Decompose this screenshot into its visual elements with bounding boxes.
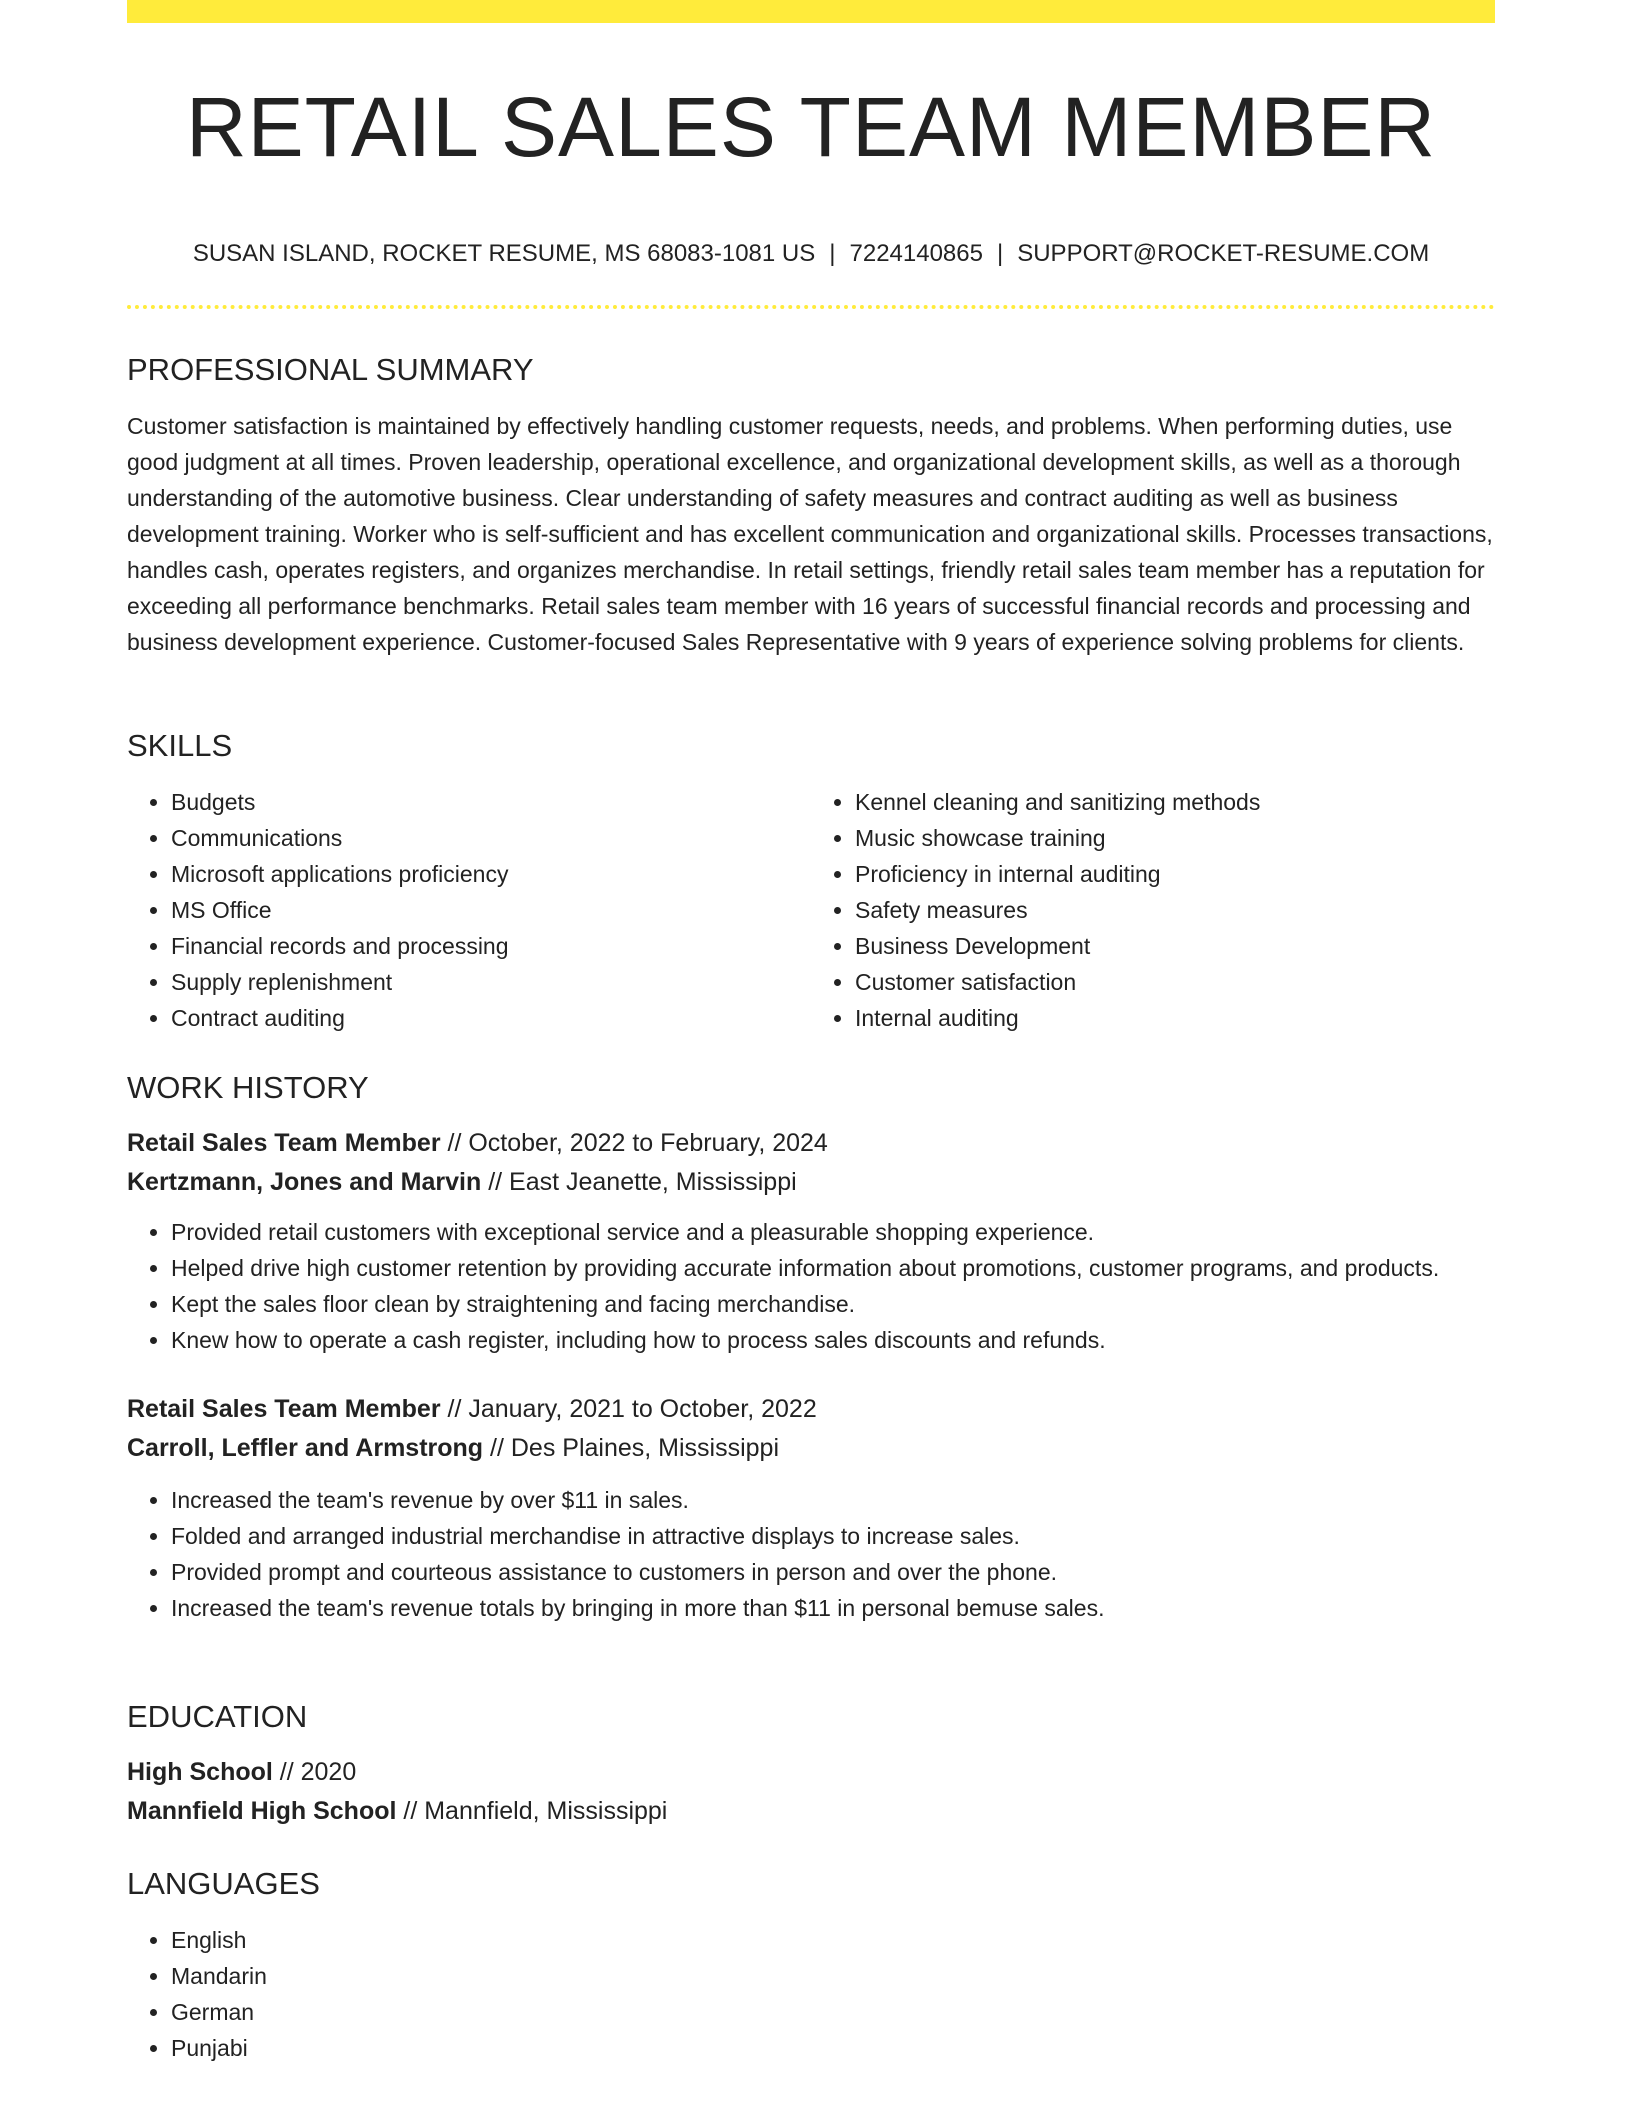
- skill-item: • Business Development: [855, 928, 1495, 964]
- dotted-divider: [127, 305, 1495, 309]
- skill-item: • Microsoft applications proficiency: [171, 856, 811, 892]
- summary-section: [127, 354, 1495, 660]
- job-bullet: • Provided prompt and courteous assistance to customers in person and over the phone.: [171, 1554, 1495, 1590]
- skills-section: [127, 730, 1495, 1036]
- job-bullet: • Increased the team's revenue by over $11 in sales.: [171, 1482, 1495, 1518]
- languages-section: [127, 1868, 1495, 2066]
- job-bullets: [127, 1482, 1495, 1626]
- contact-line: [127, 242, 1495, 266]
- skill-item: • Kennel cleaning and sanitizing methods: [855, 784, 1495, 820]
- contact-address: SUSAN ISLAND, ROCKET RESUME, MS 68083-1081 US: [192, 240, 816, 267]
- job-bullets: [127, 1214, 1495, 1358]
- job-title: Retail Sales Team Member: [127, 1129, 441, 1157]
- skill-item: • Safety measures: [855, 892, 1495, 928]
- job-dates: // October, 2022 to February, 2024: [440, 1129, 828, 1157]
- resume-page: [127, 0, 1495, 2061]
- contact-phone: 7224140865: [849, 240, 983, 267]
- work-history-heading: WORK HISTORY: [127, 1070, 369, 1105]
- education-degree: High School: [127, 1758, 273, 1786]
- job-entry: [127, 1390, 1495, 1626]
- skill-item: • MS Office: [171, 892, 811, 928]
- summary-heading: PROFESSIONAL SUMMARY: [127, 352, 534, 387]
- job-bullet: • Increased the team's revenue totals by bringing in more than $11 in personal bemuse sales.: [171, 1590, 1495, 1626]
- job-bullet: • Kept the sales floor clean by straightening and facing merchandise.: [171, 1286, 1495, 1322]
- contact-separator: |: [829, 240, 836, 267]
- job-title-line: [127, 1124, 1495, 1163]
- resume-title: RETAIL SALES TEAM MEMBER: [185, 80, 1437, 174]
- skill-item: • Proficiency in internal auditing: [855, 856, 1495, 892]
- job-title-line: [127, 1390, 1495, 1429]
- education-degree-line: [127, 1753, 1495, 1792]
- education-school: Mannfield High School: [127, 1797, 397, 1825]
- job-bullet: • Helped drive high customer retention by providing accurate information about promotions, customer programs, and products.: [171, 1250, 1495, 1286]
- skills-columns: [127, 784, 1495, 1036]
- education-location: // Mannfield, Mississippi: [396, 1797, 668, 1825]
- summary-text: Customer satisfaction is maintained by effectively handling customer requests, needs, and problems. When performing duties, use good judgment at all times. Proven leadership, operational excellence, and organizational development skills, as well as a thorough understanding of the automotive business. Clear understanding of safety measures and contract auditing as well as business development training. Worker who is self-sufficient and has excellent communication and organizational skills. Processes transactions, handles cash, operates registers, and organizes merchandise. In retail settings, friendly retail sales team member has a reputation for exceeding all performance benchmarks. Retail sales team member with 16 years of successful financial records and processing and business development experience. Customer-focused Sales Representative with 9 years of experience solving problems for clients.: [127, 413, 1493, 655]
- language-item: • German: [171, 1994, 1495, 2030]
- job-dates: // January, 2021 to October, 2022: [440, 1395, 817, 1423]
- language-item: • Mandarin: [171, 1958, 1495, 1994]
- job-bullet: • Provided retail customers with exceptional service and a pleasurable shopping experience.: [171, 1214, 1495, 1250]
- language-item: • Punjabi: [171, 2030, 1495, 2066]
- contact-email: SUPPORT@ROCKET-RESUME.COM: [1017, 240, 1430, 267]
- education-section: [127, 1701, 1495, 1831]
- skill-item: • Music showcase training: [855, 820, 1495, 856]
- skill-item: • Supply replenishment: [171, 964, 811, 1000]
- skills-heading: SKILLS: [127, 728, 233, 763]
- languages-list: [127, 1922, 1495, 2066]
- work-history-section: [127, 1072, 1495, 1626]
- skill-item: • Financial records and processing: [171, 928, 811, 964]
- contact-separator: |: [996, 240, 1004, 267]
- job-location: // East Jeanette, Mississippi: [481, 1168, 797, 1196]
- job-company: Carroll, Leffler and Armstrong: [127, 1434, 484, 1462]
- education-entry: [127, 1753, 1495, 1831]
- skill-item: • Customer satisfaction: [855, 964, 1495, 1000]
- job-bullet: • Knew how to operate a cash register, including how to process sales discounts and refunds.: [171, 1322, 1495, 1358]
- job-company-line: [127, 1163, 1495, 1202]
- education-year: // 2020: [272, 1758, 357, 1786]
- job-company-line: [127, 1429, 1495, 1468]
- skills-list-right: [811, 784, 1495, 1036]
- skills-list-left: [127, 784, 811, 1036]
- job-entry: [127, 1124, 1495, 1358]
- education-school-line: [127, 1792, 1495, 1831]
- skill-item: • Communications: [171, 820, 811, 856]
- job-location: // Des Plaines, Mississippi: [483, 1434, 780, 1462]
- education-heading: EDUCATION: [127, 1699, 308, 1734]
- skill-item: • Budgets: [171, 784, 811, 820]
- skill-item: • Contract auditing: [171, 1000, 811, 1036]
- job-title: Retail Sales Team Member: [127, 1395, 441, 1423]
- job-company: Kertzmann, Jones and Marvin: [127, 1168, 482, 1196]
- job-bullet: • Folded and arranged industrial merchandise in attractive displays to increase sales.: [171, 1518, 1495, 1554]
- languages-heading: LANGUAGES: [127, 1866, 320, 1901]
- top-accent-bar: [127, 0, 1495, 23]
- language-item: • English: [171, 1922, 1495, 1958]
- skill-item: • Internal auditing: [855, 1000, 1495, 1036]
